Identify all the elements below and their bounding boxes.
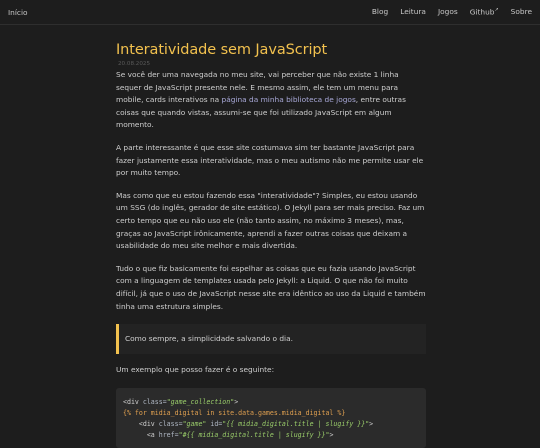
quote-block: Como sempre, a simplicidade salvando o dia. (116, 324, 426, 354)
code-line-1: <div class="game_collection"> (123, 397, 239, 406)
nav-link-sobre[interactable]: Sobre (510, 7, 532, 17)
home-link[interactable]: Início (8, 7, 28, 17)
paragraph-example-intro: Um exemplo que posso fazer é o seguinte: (116, 365, 275, 375)
code-line-2: {% for midia_digital in site.data.games.midia_digital %} (123, 408, 346, 417)
paragraph-ssg: Mas como que eu estou fazendo essa "interatividade"? Simples, eu estou usando um SSG (do inglês, gerador de site estático). O Jekyll para ser mais preciso. Faz um certo tempo que eu não uso ele (não tanto assim, no máximo 3 meses), mas, graças ao JavaScript irônicamente, aprendi a fazer outras coisas que deixam a usabilidade do meu site melhor e mais divertida. (116, 190, 425, 251)
paragraph-intro-end: , entre outras coisas que quando vistas, assumi-se que foi utilizado JavaScript em algum momento. (116, 95, 406, 130)
top-navigation (0, 0, 540, 25)
post-title: Interatividade sem JavaScript (116, 42, 328, 58)
paragraph-intro-start: Se você der uma navegada no meu site, vai perceber que não existe 1 linha sequer de JavaScript presente nele. E mesmo assim, ele tem um menu para mobile, cards interativos na (116, 70, 399, 105)
code-block (116, 388, 426, 448)
game-library-link[interactable]: página da minha biblioteca de jogos (221, 95, 356, 105)
nav-link-github[interactable] (470, 7, 499, 16)
paragraph-liquid: Tudo o que fiz basicamente foi espelhar as coisas que eu fazia usando JavaScript com a linguagem de templates usada pelo Jekyll: a Liquid. O que não foi muito difícil, já que o uso de JavaScript nesse site era idêntico ao uso da Liquid e também tinha uma estrutura simples. (116, 263, 426, 311)
nav-link-jogos[interactable]: Jogos (437, 7, 458, 17)
external-link-icon: ↗ (494, 7, 499, 14)
code-line-3: <div class="game" id="{{ midia_digital.title | slugify }}"> (123, 419, 374, 428)
post-content (116, 41, 426, 448)
code-line-4: <a href="#{{ midia_digital.title | slugify }}"> (123, 430, 334, 439)
nav-link-github-label: Github (469, 7, 495, 17)
nav-links (372, 7, 532, 16)
nav-link-blog[interactable]: Blog (371, 7, 389, 17)
nav-link-leitura[interactable]: Leitura (400, 7, 426, 17)
paragraph-intro (116, 69, 426, 132)
post-date: 20.08.2025 (118, 61, 151, 67)
paragraph-history: A parte interessante é que esse site costumava sim ter bastante JavaScript para fazer justamente essa interatividade, mas o meu autismo não me permite usar ele por muito tempo. (116, 142, 424, 178)
